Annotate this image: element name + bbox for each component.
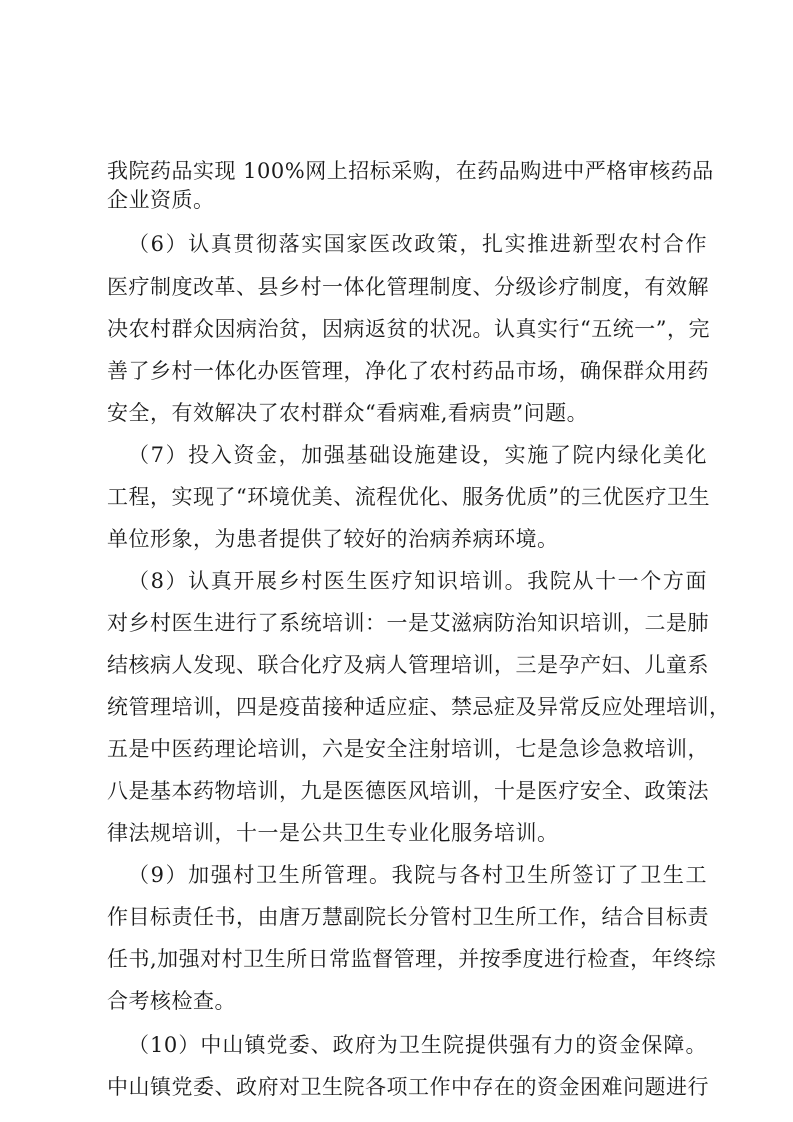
paragraph-8-line-2: 对乡村医生进行了系统培训：一是艾滋病防治知识培训，二是肺 bbox=[107, 611, 709, 635]
paragraph-8-line-5: 五是中医药理论培训，六是安全注射培训，七是急诊急救培训， bbox=[107, 737, 709, 761]
paragraph-6-line-5: 安全，有效解决了农村群众“看病难,看病贵”问题。 bbox=[107, 401, 589, 425]
paragraph-7-line-3: 单位形象，为患者提供了较好的治病养病环境。 bbox=[107, 527, 559, 551]
paragraph-9-line-1: （9）加强村卫生所管理。我院与各村卫生所签订了卫生工 bbox=[128, 863, 707, 887]
paragraph-9-line-3: 任书,加强对村卫生所日常监督管理，并按季度进行检查，年终综 bbox=[107, 947, 717, 971]
paragraph-7-line-1: （7）投入资金，加强基础设施建设，实施了院内绿化美化 bbox=[128, 443, 707, 467]
paragraph-10-line-2: 中山镇党委、政府对卫生院各项工作中存在的资金困难问题进行 bbox=[107, 1075, 709, 1099]
paragraph-6-line-3: 决农村群众因病治贫，因病返贫的状况。认真实行“五统一”，完 bbox=[107, 317, 710, 341]
text-line-2: 企业资质。 bbox=[107, 188, 215, 212]
text-line-1: 我院药品实现 100%网上招标采购，在药品购进中严格审核药品 bbox=[107, 159, 714, 183]
paragraph-8-line-3: 结核病人发现、联合化疗及病人管理培训，三是孕产妇、儿童系 bbox=[107, 653, 709, 677]
paragraph-9-line-4: 合考核检查。 bbox=[107, 989, 236, 1013]
paragraph-8-line-7: 律法规培训，十一是公共卫生专业化服务培训。 bbox=[107, 821, 559, 845]
paragraph-8-line-4: 统管理培训，四是疫苗接种适应症、禁忌症及异常反应处理培训， bbox=[107, 695, 731, 719]
paragraph-9-line-2: 作目标责任书，由唐万慧副院长分管村卫生所工作，结合目标责 bbox=[107, 905, 709, 929]
paragraph-8-line-6: 八是基本药物培训，九是医德医风培训，十是医疗安全、政策法 bbox=[107, 779, 709, 803]
paragraph-7-line-2: 工程，实现了“环境优美、流程优化、服务优质”的三优医疗卫生 bbox=[107, 485, 710, 509]
paragraph-8-line-1: （8）认真开展乡村医生医疗知识培训。我院从十一个方面 bbox=[128, 569, 707, 593]
paragraph-6-line-4: 善了乡村一体化办医管理，净化了农村药品市场，确保群众用药 bbox=[107, 359, 709, 383]
paragraph-10-line-1: （10）中山镇党委、政府为卫生院提供强有力的资金保障。 bbox=[128, 1033, 707, 1057]
paragraph-6-line-1: （6）认真贯彻落实国家医改政策，扎实推进新型农村合作 bbox=[128, 232, 707, 256]
paragraph-6-line-2: 医疗制度改革、县乡村一体化管理制度、分级诊疗制度，有效解 bbox=[107, 275, 709, 299]
